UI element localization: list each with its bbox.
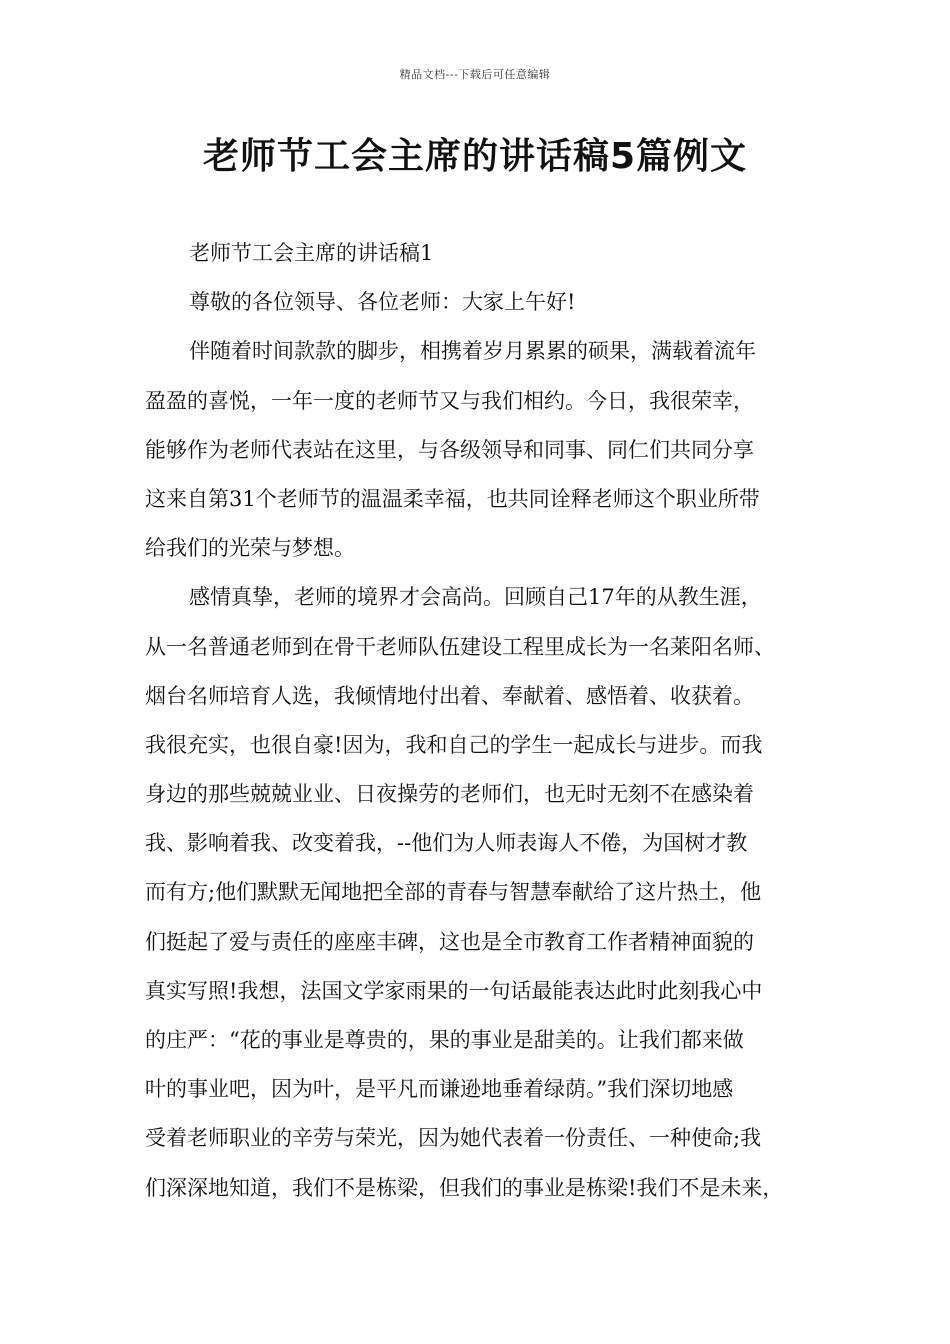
text-line: 受着老师职业的辛劳与荣光，因为她代表着一份责任、一种使命;我 [145,1126,762,1151]
text-line: 老师节工会主席的讲话稿1 [189,241,434,265]
document-body [145,233,827,1217]
text-line: 叶的事业吧，因为叶，是平凡而谦逊地垂着绿荫。”我们深切地感 [145,1077,734,1102]
text-line: 的庄严：“花的事业是尊贵的，果的事业是甜美的。让我们都来做 [145,1028,744,1052]
text-line: 我、影响着我、改变着我，--他们为人师表诲人不倦，为国树才教 [145,831,748,856]
text-line: 尊敬的各位领导、各位老师：大家上午好! [189,290,576,315]
text-line: 们挺起了爱与责任的座座丰碑，这也是全市教育工作者精神面貌的 [145,929,754,954]
text-line: 给我们的光荣与梦想。 [145,536,355,561]
text-line: 能够作为老师代表站在这里，与各级领导和同事、同仁们共同分享 [145,437,754,462]
text-line: 而有方;他们默默无闻地把全部的青春与智慧奉献给了这片热土，他 [145,880,762,905]
text-line: 们深深地知道，我们不是栋梁，但我们的事业是栋梁!我们不是未来， [145,1175,784,1200]
text-line: 这来自第31个老师节的温温柔幸福，也共同诠释老师这个职业所带 [145,486,760,511]
text-line: 烟台名师培育人选，我倾情地付出着、奉献着、感悟着、收获着。 [145,683,754,708]
text-line: 我很充实，也很自豪!因为，我和自己的学生一起成长与进步。而我 [145,732,763,757]
text-line: 盈盈的喜悦，一年一度的老师节又与我们相约。今日，我很荣幸， [145,388,754,413]
text-line: 真实写照!我想，法国文学家雨果的一句话最能表达此时此刻我心中 [145,978,763,1003]
page-header: 精品文档---下载后可任意编辑 [399,68,551,81]
text-line: 伴随着时间款款的脚步，相携着岁月累累的硕果，满载着流年 [189,339,756,364]
document-title: 老师节工会主席的讲话稿5篇例文 [202,136,748,177]
text-line: 从一名普通老师到在骨干老师队伍建设工程里成长为一名莱阳名师、 [145,634,775,659]
text-line: 身边的那些兢兢业业、日夜操劳的老师们，也无时无刻不在感染着 [145,782,754,807]
text-line: 感情真挚，老师的境界才会高尚。回顾自己17年的从教生涯， [189,585,762,610]
